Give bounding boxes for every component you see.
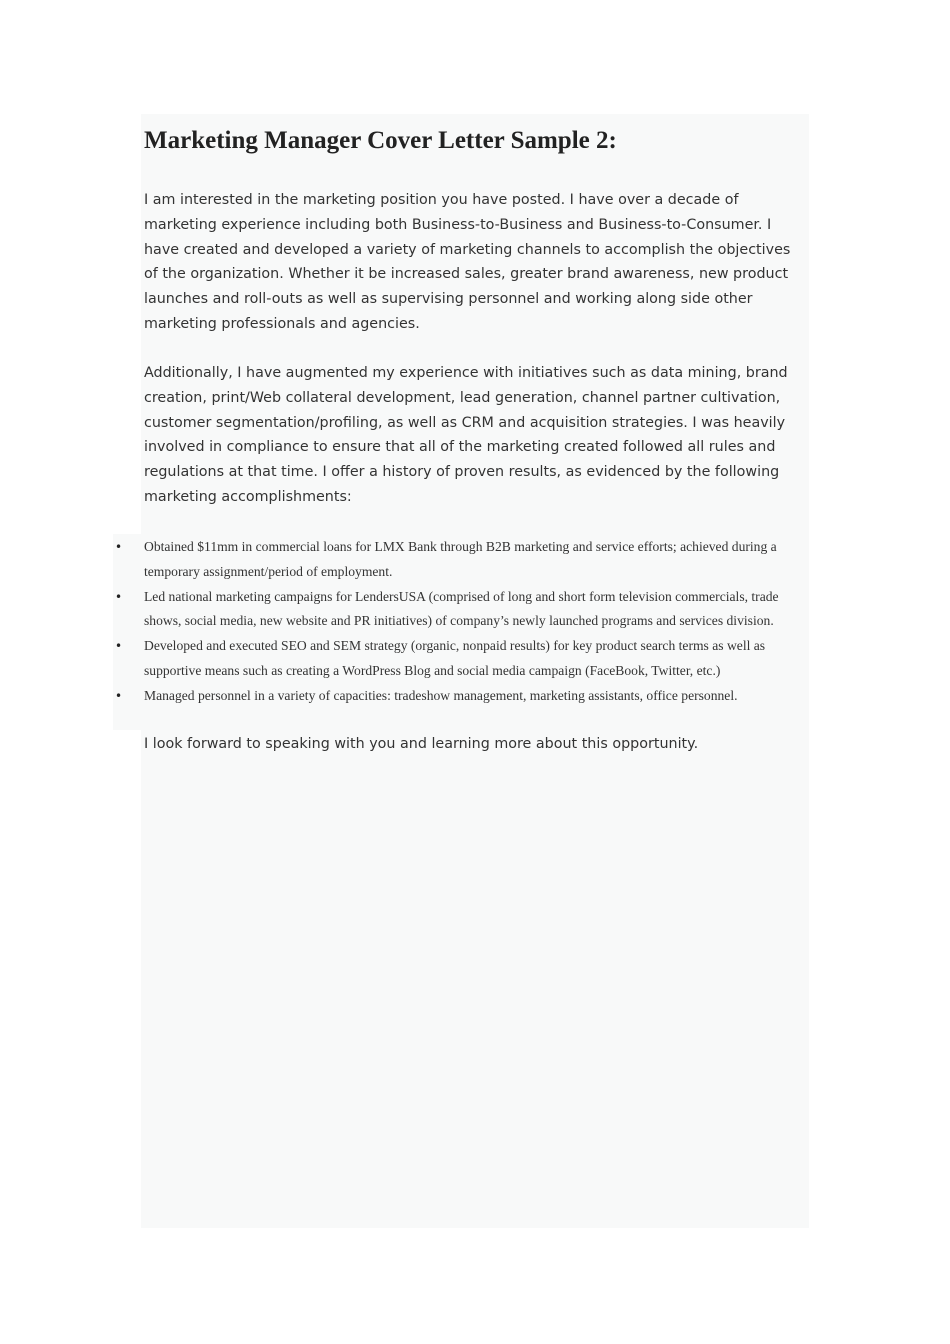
list-item-text: Developed and executed SEO and SEM strategy (organic, nonpaid results) for key product search terms as well as supportive means such as creating a WordPress Blog and social media campaign (FaceBook, Twitter, etc.) — [144, 638, 766, 678]
closing-paragraph: I look forward to speaking with you and learning more about this opportunity. — [144, 736, 699, 752]
list-item — [115, 634, 806, 683]
bullet-icon: • — [115, 639, 123, 654]
list-item-text: Managed personnel in a variety of capacities: tradeshow management, marketing assistants, office personnel. — [144, 688, 738, 704]
list-item-text: Led national marketing campaigns for LendersUSA (comprised of long and short form television commercials, trade shows, social media, new website and PR initiatives) of company’s newly launched programs and services division. — [144, 588, 779, 629]
bullet-icon: • — [115, 589, 123, 604]
list-item — [115, 585, 806, 634]
experience-paragraph: Additionally, I have augmented my experience with initiatives such as data mining, brand creation, print/Web collateral development, lead generation, channel partner cultivation, customer segmentation/profiling, as well as CRM and acquisition strategies. I was heavily involved in compliance to ensure that all of the marketing created followed all rules and regulations at that time. I offer a history of proven results, as evidenced by the following marketing accomplishments: — [144, 365, 788, 505]
list-item — [115, 535, 806, 584]
list-item-text: Obtained $11mm in commercial loans for LMX Bank through B2B marketing and service efforts; achieved during a temporary assignment/period of employment. — [144, 539, 777, 579]
intro-paragraph: I am interested in the marketing position you have posted. I have over a decade of marketing experience including both Business-to-Business and Business-to-Consumer. I have created and developed a variety of marketing channels to accomplish the objectives of the organization. Whether it be increased sales, greater brand awareness, new product launches and roll-outs as well as supervising personnel and working along side other marketing professionals and agencies. — [144, 192, 791, 332]
list-item — [115, 684, 806, 709]
bullet-icon: • — [115, 689, 123, 704]
bullet-icon: • — [115, 540, 123, 554]
page-title: Marketing Manager Cover Letter Sample 2: — [144, 127, 617, 154]
accomplishments-list — [115, 535, 806, 709]
